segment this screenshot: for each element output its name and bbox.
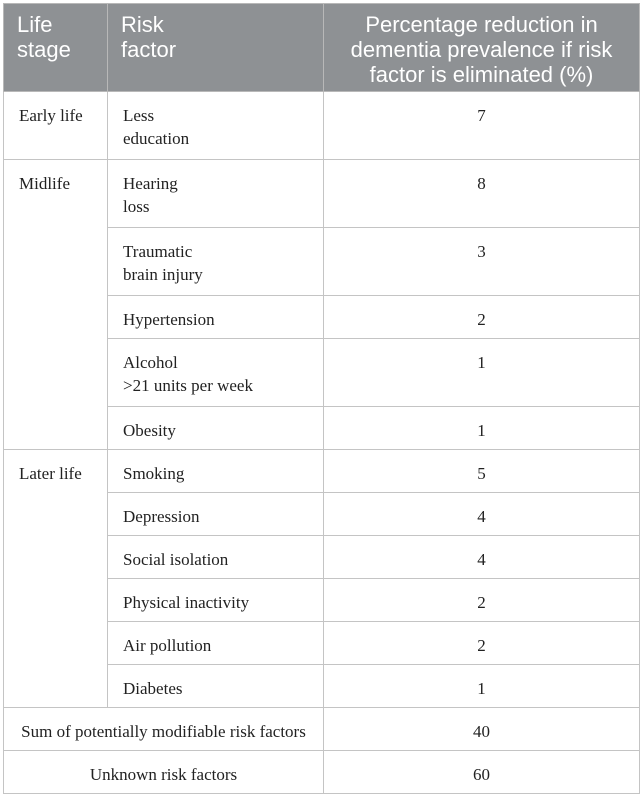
percentage-cell: 3 xyxy=(324,228,640,296)
table-row xyxy=(4,160,640,228)
risk-factor-cell: Air pollution xyxy=(108,622,324,665)
risk-factor-table xyxy=(3,3,640,794)
table-row xyxy=(4,450,640,493)
risk-factor-line1: Less xyxy=(123,106,155,125)
risk-factor-line1: Hearing xyxy=(123,174,178,193)
percentage-cell: 1 xyxy=(324,407,640,450)
risk-factor-line1: Traumatic xyxy=(123,242,193,261)
risk-factor-line2: brain injury xyxy=(123,265,203,284)
risk-factor-cell: Hypertension xyxy=(108,296,324,339)
risk-factor-cell xyxy=(108,228,324,296)
header-life-stage xyxy=(4,4,108,92)
header-risk-factor-line2: factor xyxy=(121,37,177,62)
header-percentage-line1: Percentage reduction in xyxy=(365,12,598,37)
table-row xyxy=(4,92,640,160)
header-percentage-line2: dementia prevalence if risk xyxy=(350,37,613,62)
sum-label: Sum of potentially modifiable risk factors xyxy=(4,708,324,751)
header-life-stage-line2: stage xyxy=(17,37,71,62)
sum-value: 40 xyxy=(324,708,640,751)
unknown-value: 60 xyxy=(324,751,640,794)
risk-factor-cell xyxy=(108,160,324,228)
percentage-cell: 2 xyxy=(324,296,640,339)
header-risk-factor-line1: Risk xyxy=(121,12,164,37)
risk-factor-cell: Diabetes xyxy=(108,665,324,708)
header-life-stage-line1: Life xyxy=(17,12,53,37)
risk-factor-cell: Social isolation xyxy=(108,536,324,579)
percentage-cell: 1 xyxy=(324,665,640,708)
risk-factor-cell: Obesity xyxy=(108,407,324,450)
percentage-cell: 4 xyxy=(324,493,640,536)
percentage-cell: 7 xyxy=(324,92,640,160)
unknown-label: Unknown risk factors xyxy=(4,751,324,794)
percentage-cell: 1 xyxy=(324,339,640,407)
sum-row xyxy=(4,708,640,751)
table-header-row xyxy=(4,4,640,92)
header-risk-factor xyxy=(108,4,324,92)
risk-factor-cell: Depression xyxy=(108,493,324,536)
percentage-cell: 4 xyxy=(324,536,640,579)
risk-factor-line2: >21 units per week xyxy=(123,376,253,395)
risk-factor-line1: Alcohol xyxy=(123,353,178,372)
percentage-cell: 2 xyxy=(324,579,640,622)
percentage-cell: 8 xyxy=(324,160,640,228)
life-stage-cell: Early life xyxy=(4,92,108,160)
risk-factor-cell: Smoking xyxy=(108,450,324,493)
life-stage-cell: Midlife xyxy=(4,160,108,450)
risk-factor-line2: education xyxy=(123,129,190,148)
unknown-row xyxy=(4,751,640,794)
life-stage-cell: Later life xyxy=(4,450,108,708)
risk-factor-cell xyxy=(108,92,324,160)
percentage-cell: 5 xyxy=(324,450,640,493)
risk-factor-line2: loss xyxy=(123,197,150,216)
header-percentage-line3: factor is eliminated (%) xyxy=(369,62,594,87)
header-percentage-reduction xyxy=(324,4,640,92)
percentage-cell: 2 xyxy=(324,622,640,665)
risk-factor-cell xyxy=(108,339,324,407)
risk-factor-cell: Physical inactivity xyxy=(108,579,324,622)
